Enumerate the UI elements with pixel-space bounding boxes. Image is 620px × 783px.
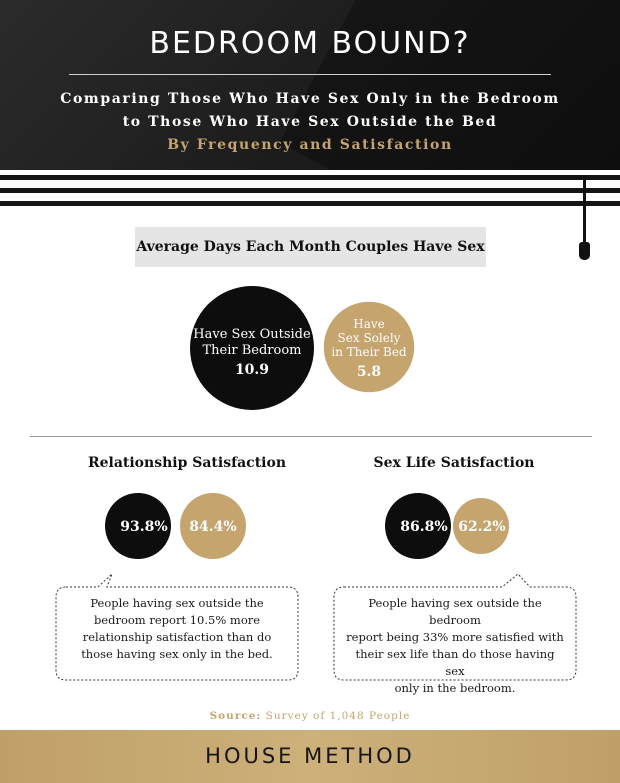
relationship-note-bubble: [54, 572, 300, 682]
bubble-outside-label-line-1: Have Sex Outside: [193, 327, 311, 342]
note-line: relationship satisfaction than do: [82, 630, 272, 644]
sex-life-satisfaction-chart: [376, 486, 576, 576]
sex-life-note-text: [346, 595, 564, 697]
subtitle-line-2: to Those Who Have Sex Outside the Bed: [122, 114, 498, 130]
page-title: BEDROOM BOUND?: [149, 26, 471, 61]
subtitle-line-3: By Frequency and Satisfaction: [167, 137, 453, 153]
note-line: only in the bedroom.: [394, 681, 516, 695]
sex-life-outside-value: 86.8%: [400, 519, 448, 535]
note-line: report being 33% more satisfied with: [346, 630, 564, 644]
sex-life-note-bubble: [332, 572, 578, 695]
header-banner: [0, 0, 620, 170]
tassel-cord-decoration: [583, 178, 586, 244]
source-text: Survey of 1,048 People: [265, 710, 411, 722]
relationship-bed-value: 84.4%: [189, 519, 237, 535]
sex-life-bed-value: 62.2%: [458, 519, 506, 535]
decorative-stripe: [0, 188, 620, 193]
average-days-bubble-chart: [0, 270, 620, 430]
note-line: People having sex outside the bedroom: [368, 596, 542, 627]
subtitle-line-1: Comparing Those Who Have Sex Only in the Bedroom: [60, 91, 560, 107]
bubble-bed-label-line-2: Sex Solely: [337, 331, 401, 345]
note-line: People having sex outside the: [90, 596, 264, 610]
relationship-note-text: [68, 595, 286, 663]
bubble-bed-label-line-1: Have: [353, 317, 385, 331]
title-divider: [69, 74, 551, 75]
bubble-outside-value: 10.9: [234, 362, 270, 378]
note-line: their sex life than do those having sex: [355, 647, 555, 678]
sex-life-satisfaction-title: Sex Life Satisfaction: [373, 455, 535, 471]
decorative-stripe: [0, 201, 620, 206]
source-label: Source:: [209, 710, 262, 722]
footer-brand-bar: [0, 730, 620, 783]
section-divider: [30, 436, 592, 437]
source-citation: [0, 710, 620, 722]
average-days-title: Average Days Each Month Couples Have Sex: [135, 227, 486, 267]
decorative-stripe: [0, 175, 620, 180]
brand-name: HOUSE METHOD: [205, 744, 415, 768]
bubble-outside-label-line-2: Their Bedroom: [202, 343, 302, 358]
note-line: those having sex only in the bed.: [81, 647, 273, 661]
tassel-end-decoration: [579, 242, 590, 260]
relationship-outside-value: 93.8%: [120, 519, 168, 535]
note-line: bedroom report 10.5% more: [93, 613, 261, 627]
relationship-satisfaction-title: Relationship Satisfaction: [87, 455, 287, 471]
bubble-bed-label-line-3: in Their Bed: [331, 345, 407, 359]
bubble-bed-value: 5.8: [356, 364, 382, 380]
relationship-satisfaction-chart: [96, 486, 296, 576]
